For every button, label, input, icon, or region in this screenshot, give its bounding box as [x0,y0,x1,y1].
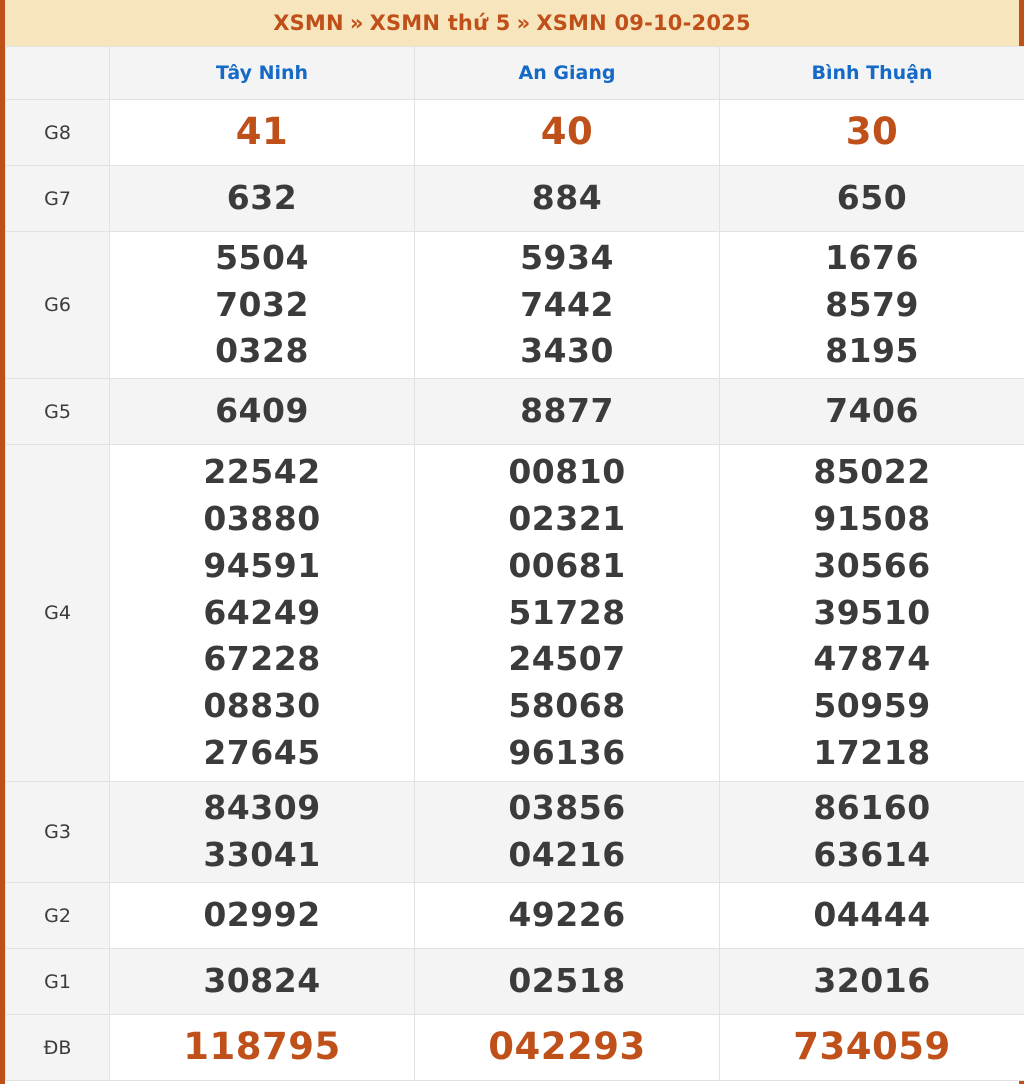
number: 8579 [825,284,919,324]
number: 8877 [520,391,614,431]
prize-cell-g5-tay-ninh [110,379,415,445]
number: 03856 [508,788,626,828]
number: 67228 [203,639,321,679]
number: 734059 [793,1025,951,1069]
number: 03880 [203,498,321,538]
prize-cell-g6-an-giang [415,232,720,379]
breadcrumb-item-2[interactable]: XSMN thứ 5 [369,11,511,35]
number: 84309 [203,788,321,828]
prize-cell-g4-an-giang [415,445,720,782]
breadcrumb-item-1[interactable]: XSMN [273,11,344,35]
number: 30 [845,110,899,154]
prize-cell-g8-an-giang [415,100,720,166]
number: 39510 [813,592,931,632]
number: 30824 [203,961,321,1001]
prize-cell-g6-binh-thuan [720,232,1024,379]
province-header-binh-thuan[interactable]: Bình Thuận [720,47,1024,100]
prize-cell-g2-binh-thuan [720,883,1024,949]
table-header [6,47,1024,100]
number: 96136 [508,733,626,773]
prize-cell-db-an-giang [415,1015,720,1081]
table-body [6,100,1024,1081]
lottery-result-table [5,46,1024,1081]
prize-label-g7: G7 [6,166,110,232]
number: 632 [226,178,298,218]
number: 00681 [508,545,626,585]
prize-cell-g6-tay-ninh [110,232,415,379]
prize-cell-g5-binh-thuan [720,379,1024,445]
number: 50959 [813,686,931,726]
number: 08830 [203,686,321,726]
prize-cell-g4-binh-thuan [720,445,1024,782]
number: 91508 [813,498,931,538]
prize-label-g8: G8 [6,100,110,166]
prize-cell-db-tay-ninh [110,1015,415,1081]
number: 49226 [508,895,626,935]
number: 04216 [508,835,626,874]
prize-cell-g4-tay-ninh [110,445,415,782]
table-row [6,782,1024,883]
number: 042293 [488,1025,646,1069]
number: 63614 [813,835,931,874]
table-row [6,166,1024,232]
number: 85022 [813,451,931,491]
number: 47874 [813,639,931,679]
prize-label-g5: G5 [6,379,110,445]
prize-cell-g8-tay-ninh [110,100,415,166]
prize-cell-db-binh-thuan [720,1015,1024,1081]
number: 6409 [215,391,309,431]
table-row [6,1015,1024,1081]
breadcrumb-item-3[interactable]: XSMN 09-10-2025 [536,11,751,35]
province-header-tay-ninh[interactable]: Tây Ninh [110,47,415,100]
prize-cell-g2-an-giang [415,883,720,949]
table-row [6,100,1024,166]
prize-label-g4: G4 [6,445,110,782]
number: 51728 [508,592,626,632]
number: 17218 [813,733,931,773]
number: 118795 [183,1025,341,1069]
number: 02321 [508,498,626,538]
number: 64249 [203,592,321,632]
number: 0328 [215,331,309,371]
prize-cell-g1-binh-thuan [720,949,1024,1015]
number: 02992 [203,895,321,935]
breadcrumb-separator-2: » [516,11,531,35]
number: 5504 [215,237,309,277]
table-row [6,949,1024,1015]
number: 5934 [520,237,614,277]
prize-cell-g3-binh-thuan [720,782,1024,883]
number: 33041 [203,835,321,874]
number: 40 [540,110,594,154]
table-row [6,445,1024,782]
prize-cell-g7-binh-thuan [720,166,1024,232]
prize-cell-g7-tay-ninh [110,166,415,232]
prize-cell-g3-tay-ninh [110,782,415,883]
prize-label-g3: G3 [6,782,110,883]
number: 30566 [813,545,931,585]
header-row [6,47,1024,100]
number: 41 [235,110,289,154]
prize-cell-g1-tay-ninh [110,949,415,1015]
number: 3430 [520,331,614,371]
number: 22542 [203,451,321,491]
table-row [6,379,1024,445]
number: 884 [531,178,603,218]
breadcrumb-separator-1: » [349,11,364,35]
number: 7032 [215,284,309,324]
number: 7442 [520,284,614,324]
table-row [6,232,1024,379]
prize-cell-g2-tay-ninh [110,883,415,949]
number: 58068 [508,686,626,726]
number: 86160 [813,788,931,828]
number: 27645 [203,733,321,773]
breadcrumb [5,0,1019,46]
table-row [6,883,1024,949]
number: 94591 [203,545,321,585]
number: 650 [836,178,908,218]
prize-label-db: ĐB [6,1015,110,1081]
number: 8195 [825,331,919,371]
table-corner-cell [6,47,110,100]
number: 02518 [508,961,626,1001]
number: 24507 [508,639,626,679]
prize-label-g1: G1 [6,949,110,1015]
number: 7406 [825,391,919,431]
prize-label-g2: G2 [6,883,110,949]
number: 1676 [825,237,919,277]
prize-label-g6: G6 [6,232,110,379]
prize-cell-g7-an-giang [415,166,720,232]
number: 32016 [813,961,931,1001]
prize-cell-g1-an-giang [415,949,720,1015]
prize-cell-g8-binh-thuan [720,100,1024,166]
province-header-an-giang[interactable]: An Giang [415,47,720,100]
number: 00810 [508,451,626,491]
number: 04444 [813,895,931,935]
prize-cell-g5-an-giang [415,379,720,445]
prize-cell-g3-an-giang [415,782,720,883]
